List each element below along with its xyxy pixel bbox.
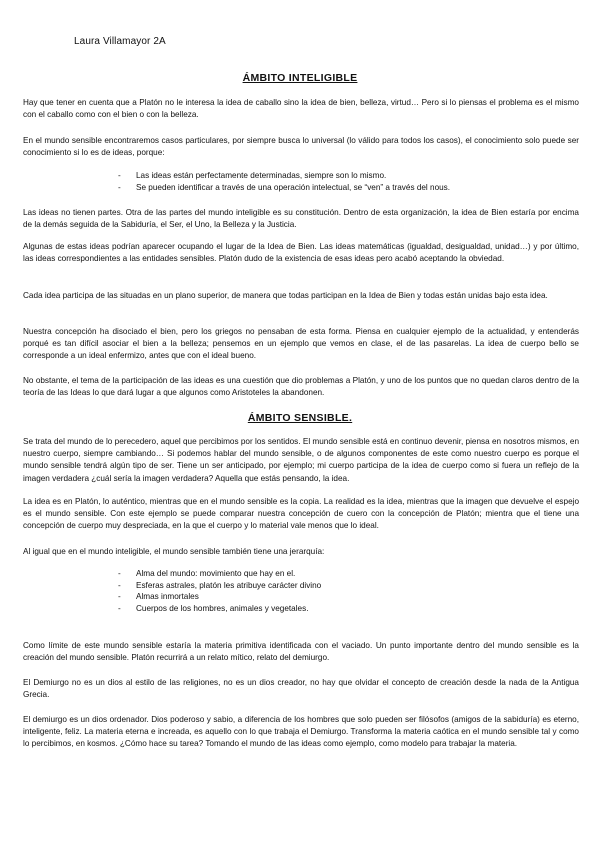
- list-item: - Almas inmortales: [118, 591, 558, 603]
- paragraph: Nuestra concepción ha disociado el bien, pero los griegos no pensaban de esta forma. Piensa en cualquier ejemplo de la actualidad, y entenderás porqué es tan difícil asociar el bien a la belleza; pensemos en un ejemplo que vemos en clase, el de las pasarelas. La idea de cuerpo bello se corresponde a un ideal enfermizo, antes que con el ideal bueno.: [23, 327, 579, 361]
- paragraph: Se trata del mundo de lo perecedero, aquel que percibimos por los sentidos. El mundo sensible está en continuo devenir, piensa en nosotros mismos, en nuestro cuerpo, siempre cambiando… Si podemos hablar del mundo sensible, o de algunos componentes de este como nuestro cuerpo es porque el mundo sensible tendrá algún tipo de ser. Tiene un ser anticipado, por ejemplo; mi cuerpo participa de la idea de cuerpo como si fuera un reflejo de la imagen verdadera ¿cuál sería la imagen verdadera? Aquella que estás pensando, la idea.: [23, 437, 579, 483]
- list-item: - Alma del mundo: movimiento que hay en el.: [118, 568, 558, 580]
- paragraph: El demiurgo es un dios ordenador. Dios poderoso y sabio, a diferencia de los hombres que solo pueden ser filósofos (amigos de la sabiduría) es eterno, inteligente, feliz. La materia eterna e increada, es aquello con lo que trabaja el Demiurgo. Transforma la materia caótica en el mundo sensible tal y como lo percibimos, en kosmos. ¿Cómo hace su tarea? Tomando el mundo de las ideas como ejemplo, como modelo para trabajar la materia.: [23, 715, 579, 749]
- list-item: - Esferas astrales, platón les atribuye carácter divino: [118, 580, 558, 592]
- section-title-sensible: ÁMBITO SENSIBLE.: [247, 412, 353, 424]
- bullet-list: [118, 170, 558, 193]
- paragraph: No obstante, el tema de la participación de las ideas es una cuestión que dio problemas a Platón, y uno de los puntos que no quedan claros dentro de la teoría de las Ideas lo que dará lugar a que algunos como Aristoteles la abandonen.: [23, 376, 579, 398]
- paragraph: En el mundo sensible encontraremos casos particulares, por siempre busca lo universal (lo válido para todos los casos), el conocimiento solo puede ser conocimiento si lo es de ideas, porque:: [23, 136, 579, 158]
- paragraph: Las ideas no tienen partes. Otra de las partes del mundo inteligible es su constitución. Dentro de esta organización, la idea de Bien estaría por encima de la demás seguida de la Sabiduría, el Ser, el Uno, la Belleza y la Justicia.: [23, 208, 579, 230]
- paragraph: Al igual que en el mundo inteligible, el mundo sensible también tiene una jerarquía:: [23, 547, 325, 556]
- paragraph: Hay que tener en cuenta que a Platón no le interesa la idea de caballo sino la idea de bien, belleza, virtud… Pero si lo piensas el problema es el mismo con el caballo como con el bien o con la belleza.: [23, 98, 579, 120]
- author-name: Laura Villamayor 2A: [74, 36, 166, 47]
- paragraph: Como límite de este mundo sensible estaría la materia primitiva identificada con el vaciado. Un punto importante dentro del mundo sensible es la creación del mundo sensible. Platón recurrirá a un relato mítico, relato del demiurgo.: [23, 641, 579, 663]
- list-item: - Las ideas están perfectamente determinadas, siempre son lo mismo.: [118, 170, 558, 182]
- list-item: - Cuerpos de los hombres, animales y vegetales.: [118, 603, 558, 615]
- paragraph: El Demiurgo no es un dios al estilo de las religiones, no es un dios creador, no hay que olvidar el concepto de creación desde la nada de la Antigua Grecia.: [23, 678, 579, 700]
- paragraph: La idea es en Platón, lo auténtico, mientras que en el mundo sensible es la copia. La realidad es la idea, mientras que la imagen que devuelve el espejo es el mundo sensible. Con este ejemplo se puede comparar nuestra concepción de cuero con la concepción de Platón; mientra que el tiene una concepción de cuerpo muy despreciada, en la que el cuerpo y lo material vale menos que lo ideal.: [23, 497, 579, 531]
- paragraph: Algunas de estas ideas podrían aparecer ocupando el lugar de la Idea de Bien. Las ideas matemáticas (igualdad, desigualdad, unidad…) y por último, las ideas correspondientes a las entidades sensibles. Platón dudo de la existencia de esas ideas pero acabó aceptando la obviedad.: [23, 242, 579, 264]
- list-item: - Se pueden identificar a través de una operación intelectual, se “ven” a través del nous.: [118, 182, 558, 194]
- bullet-list: [118, 568, 558, 614]
- section-title-inteligible: ÁMBITO INTELIGIBLE: [242, 72, 358, 84]
- paragraph: Cada idea participa de las situadas en un plano superior, de manera que todas participan en la Idea de Bien y todas están unidas bajo esta idea.: [23, 291, 548, 300]
